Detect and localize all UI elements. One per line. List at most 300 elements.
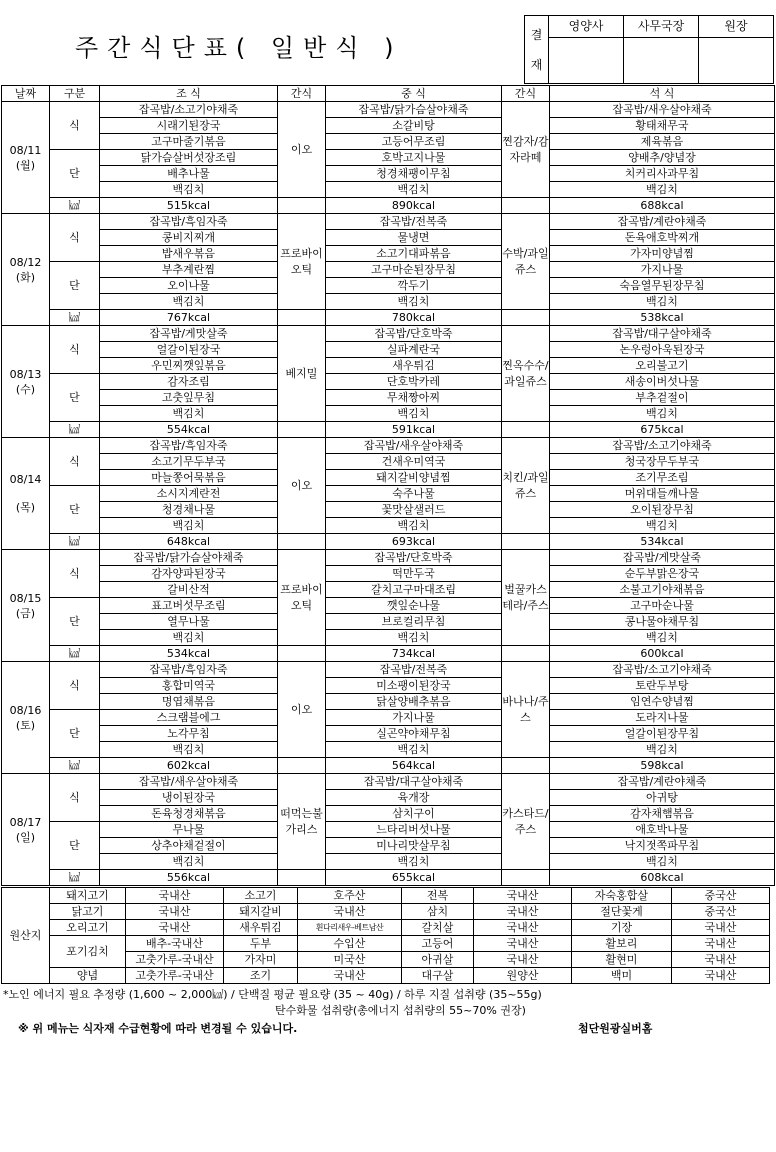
origin-country: 미국산 bbox=[298, 952, 402, 968]
approval-label-gyeol: 결 bbox=[530, 27, 543, 42]
category-dan: 단 bbox=[50, 262, 100, 310]
dinner-item: 치커리사과무침 bbox=[550, 166, 775, 182]
header-snack-pm: 간식 bbox=[502, 86, 550, 102]
kcal-label: ㎉ bbox=[50, 646, 100, 662]
breakfast-item: 고춧잎무침 bbox=[100, 390, 278, 406]
lunch-item: 깍두기 bbox=[326, 278, 502, 294]
origin-item: 닭고기 bbox=[50, 904, 126, 920]
dinner-item: 잡곡밥/계란야채죽 bbox=[550, 774, 775, 790]
lunch-item: 백김치 bbox=[326, 742, 502, 758]
dinner-kcal: 600kcal bbox=[550, 646, 775, 662]
breakfast-item: 잡곡밥/게맛살죽 bbox=[100, 326, 278, 342]
header-dinner: 석 식 bbox=[550, 86, 775, 102]
snack-pm: 찐감자/감자라떼 bbox=[502, 102, 550, 198]
header-snack-am: 간식 bbox=[278, 86, 326, 102]
breakfast-item: 명엽채볶음 bbox=[100, 694, 278, 710]
origin-country: 중국산 bbox=[672, 904, 770, 920]
lunch-item: 느타리버섯나물 bbox=[326, 822, 502, 838]
dinner-item: 숙음열무된장무침 bbox=[550, 278, 775, 294]
origin-country: 국내산 bbox=[474, 888, 572, 904]
menu-row bbox=[2, 502, 775, 518]
menu-row bbox=[2, 614, 775, 630]
origin-item: 가자미 bbox=[224, 952, 298, 968]
snack-pm: 벌꿀카스테라/주스 bbox=[502, 550, 550, 646]
change-notice: ※ 위 메뉴는 식자재 수급현황에 따라 변경될 수 있습니다. bbox=[18, 1022, 298, 1035]
dinner-item: 잡곡밥/게맛살죽 bbox=[550, 550, 775, 566]
snack-pm-kcal bbox=[502, 758, 550, 774]
snack-pm-kcal bbox=[502, 870, 550, 886]
lunch-item: 물냉면 bbox=[326, 230, 502, 246]
dinner-item: 가자미양념찜 bbox=[550, 246, 775, 262]
lunch-item: 백김치 bbox=[326, 294, 502, 310]
lunch-item: 단호박카레 bbox=[326, 374, 502, 390]
category-sik: 식 bbox=[50, 774, 100, 822]
menu-row bbox=[2, 326, 775, 342]
origin-country: 고춧가루-국내산 bbox=[126, 952, 224, 968]
dinner-kcal: 688kcal bbox=[550, 198, 775, 214]
breakfast-item: 홍합미역국 bbox=[100, 678, 278, 694]
category-sik: 식 bbox=[50, 550, 100, 598]
day-date: 08/13 bbox=[9, 367, 42, 381]
lunch-item: 건새우미역국 bbox=[326, 454, 502, 470]
dinner-item: 잡곡밥/새우살야채죽 bbox=[550, 102, 775, 118]
breakfast-kcal: 534kcal bbox=[100, 646, 278, 662]
menu-row bbox=[2, 694, 775, 710]
category-sik: 식 bbox=[50, 326, 100, 374]
kcal-label: ㎉ bbox=[50, 198, 100, 214]
menu-row bbox=[2, 294, 775, 310]
page-title: 주간식단표( 일반식 ) bbox=[75, 34, 403, 62]
day-weekday: (금) bbox=[15, 606, 36, 620]
lunch-item: 갈치고구마대조림 bbox=[326, 582, 502, 598]
menu-row bbox=[2, 246, 775, 262]
category-dan: 단 bbox=[50, 710, 100, 758]
breakfast-item: 시래기된장국 bbox=[100, 118, 278, 134]
day-date-cell bbox=[2, 214, 50, 326]
menu-row bbox=[2, 774, 775, 790]
facility-name: 첨단원광실버홈 bbox=[578, 1022, 653, 1035]
day-date: 08/12 bbox=[9, 255, 42, 269]
menu-row bbox=[2, 230, 775, 246]
dinner-item: 조기무조림 bbox=[550, 470, 775, 486]
lunch-kcal: 780kcal bbox=[326, 310, 502, 326]
snack-pm-kcal bbox=[502, 422, 550, 438]
category-dan: 단 bbox=[50, 150, 100, 198]
dinner-item: 잡곡밥/소고기야채죽 bbox=[550, 662, 775, 678]
menu-row bbox=[2, 166, 775, 182]
lunch-item: 잡곡밥/전복죽 bbox=[326, 214, 502, 230]
snack-pm: 치킨/과일쥬스 bbox=[502, 438, 550, 534]
origin-country: 국내산 bbox=[126, 920, 224, 936]
lunch-kcal: 655kcal bbox=[326, 870, 502, 886]
day-date: 08/15 bbox=[9, 591, 42, 605]
day-date-cell bbox=[2, 774, 50, 886]
carb-note: 탄수화물 섭취량(총에너지 섭취량의 55~70% 권장) bbox=[275, 1004, 526, 1017]
menu-row bbox=[2, 342, 775, 358]
menu-row bbox=[2, 214, 775, 230]
dinner-item: 임연수양념찜 bbox=[550, 694, 775, 710]
lunch-item: 잡곡밥/새우살야채죽 bbox=[326, 438, 502, 454]
dinner-item: 오이된장무침 bbox=[550, 502, 775, 518]
snack-am-kcal bbox=[278, 870, 326, 886]
origin-row bbox=[2, 968, 770, 984]
day-date-cell bbox=[2, 102, 50, 214]
day-weekday: (월) bbox=[15, 158, 36, 172]
approval-sign-box bbox=[699, 38, 774, 84]
origin-item: 기장 bbox=[572, 920, 672, 936]
breakfast-item: 오이나물 bbox=[100, 278, 278, 294]
menu-row bbox=[2, 806, 775, 822]
origin-item: 아귀살 bbox=[402, 952, 474, 968]
dinner-item: 돈육애호박찌개 bbox=[550, 230, 775, 246]
day-weekday: (일) bbox=[15, 830, 36, 844]
dinner-item: 백김치 bbox=[550, 406, 775, 422]
origin-country: 국내산 bbox=[474, 936, 572, 952]
snack-pm-kcal bbox=[502, 534, 550, 550]
breakfast-kcal: 648kcal bbox=[100, 534, 278, 550]
origin-item: 새우튀김 bbox=[224, 920, 298, 936]
origin-row bbox=[2, 936, 770, 952]
dinner-item: 새송이버섯나물 bbox=[550, 374, 775, 390]
breakfast-item: 백김치 bbox=[100, 182, 278, 198]
approval-nutritionist: 영양사 bbox=[549, 16, 624, 38]
menu-row bbox=[2, 550, 775, 566]
origin-country: 수입산 bbox=[298, 936, 402, 952]
dinner-kcal: 608kcal bbox=[550, 870, 775, 886]
origin-country: 국내산 bbox=[672, 920, 770, 936]
dinner-item: 부추겉절이 bbox=[550, 390, 775, 406]
dinner-item: 백김치 bbox=[550, 742, 775, 758]
day-weekday: (화) bbox=[15, 270, 36, 284]
menu-row bbox=[2, 662, 775, 678]
day-date-cell bbox=[2, 662, 50, 774]
dinner-item: 애호박나물 bbox=[550, 822, 775, 838]
origin-item: 돼지갈비 bbox=[224, 904, 298, 920]
origin-item: 조기 bbox=[224, 968, 298, 984]
breakfast-kcal: 602kcal bbox=[100, 758, 278, 774]
origin-country: 국내산 bbox=[126, 904, 224, 920]
kcal-label: ㎉ bbox=[50, 422, 100, 438]
lunch-item: 백김치 bbox=[326, 518, 502, 534]
lunch-item: 미나리맛살무침 bbox=[326, 838, 502, 854]
menu-row bbox=[2, 582, 775, 598]
breakfast-item: 잡곡밥/소고기야채죽 bbox=[100, 102, 278, 118]
origin-country: 원양산 bbox=[474, 968, 572, 984]
breakfast-item: 스크램블에그 bbox=[100, 710, 278, 726]
lunch-item: 삼치구이 bbox=[326, 806, 502, 822]
snack-am-kcal bbox=[278, 310, 326, 326]
kcal-row bbox=[2, 198, 775, 214]
breakfast-item: 잡곡밥/닭가슴살야채죽 bbox=[100, 550, 278, 566]
lunch-item: 새우튀김 bbox=[326, 358, 502, 374]
breakfast-item: 배추나물 bbox=[100, 166, 278, 182]
breakfast-item: 닭가슴살버섯장조림 bbox=[100, 150, 278, 166]
menu-table bbox=[1, 85, 775, 886]
dinner-kcal: 598kcal bbox=[550, 758, 775, 774]
approval-label-jae: 재 bbox=[530, 57, 543, 72]
category-sik: 식 bbox=[50, 438, 100, 486]
header-breakfast: 조 식 bbox=[100, 86, 278, 102]
approval-office-director: 사무국장 bbox=[624, 16, 699, 38]
header-date: 날짜 bbox=[2, 86, 50, 102]
dinner-item: 백김치 bbox=[550, 182, 775, 198]
kcal-row bbox=[2, 534, 775, 550]
breakfast-item: 고구마줄기볶음 bbox=[100, 134, 278, 150]
menu-row bbox=[2, 710, 775, 726]
lunch-item: 잡곡밥/닭가슴살야채죽 bbox=[326, 102, 502, 118]
breakfast-item: 잡곡밥/흑임자죽 bbox=[100, 438, 278, 454]
breakfast-item: 감자양파된장국 bbox=[100, 566, 278, 582]
snack-am: 이오 bbox=[278, 438, 326, 534]
origin-item: 백미 bbox=[572, 968, 672, 984]
lunch-item: 소고기대파볶음 bbox=[326, 246, 502, 262]
kcal-label: ㎉ bbox=[50, 310, 100, 326]
origin-item: 갈치살 bbox=[402, 920, 474, 936]
kcal-row bbox=[2, 422, 775, 438]
lunch-kcal: 693kcal bbox=[326, 534, 502, 550]
lunch-item: 무채짱아찌 bbox=[326, 390, 502, 406]
lunch-kcal: 890kcal bbox=[326, 198, 502, 214]
category-dan: 단 bbox=[50, 822, 100, 870]
dinner-item: 낙지젓쪽파무침 bbox=[550, 838, 775, 854]
lunch-item: 브로컬리무침 bbox=[326, 614, 502, 630]
dinner-item: 논우렁아욱된장국 bbox=[550, 342, 775, 358]
dinner-item: 백김치 bbox=[550, 518, 775, 534]
origin-country: 국내산 bbox=[474, 904, 572, 920]
menu-row bbox=[2, 358, 775, 374]
snack-am-kcal bbox=[278, 534, 326, 550]
dinner-item: 머위대들깨나물 bbox=[550, 486, 775, 502]
day-date-cell bbox=[2, 326, 50, 438]
lunch-item: 가지나물 bbox=[326, 710, 502, 726]
dinner-item: 얼갈이된장무침 bbox=[550, 726, 775, 742]
dinner-item: 황태채무국 bbox=[550, 118, 775, 134]
menu-row bbox=[2, 790, 775, 806]
menu-row bbox=[2, 374, 775, 390]
menu-row bbox=[2, 182, 775, 198]
menu-row bbox=[2, 406, 775, 422]
menu-row bbox=[2, 454, 775, 470]
day-weekday: (목) bbox=[15, 500, 36, 514]
menu-row bbox=[2, 118, 775, 134]
origin-item: 자숙홍합살 bbox=[572, 888, 672, 904]
header-category: 구분 bbox=[50, 86, 100, 102]
snack-am-kcal bbox=[278, 758, 326, 774]
dinner-item: 잡곡밥/소고기야채죽 bbox=[550, 438, 775, 454]
lunch-item: 숙주나물 bbox=[326, 486, 502, 502]
menu-row bbox=[2, 518, 775, 534]
breakfast-item: 백김치 bbox=[100, 294, 278, 310]
origin-country: 국내산 bbox=[298, 968, 402, 984]
snack-am-kcal bbox=[278, 198, 326, 214]
breakfast-item: 백김치 bbox=[100, 854, 278, 870]
nutrition-note: *노인 에너지 필요 추정량 (1,600 ~ 2,000㎉) / 단백질 평균 필요량 (35 ~ 40g) / 하루 지질 섭취량 (35~55g) bbox=[3, 988, 542, 1001]
origin-country: 국내산 bbox=[672, 936, 770, 952]
day-date-cell bbox=[2, 550, 50, 662]
origin-item: 대구살 bbox=[402, 968, 474, 984]
lunch-item: 깻잎순나물 bbox=[326, 598, 502, 614]
dinner-kcal: 534kcal bbox=[550, 534, 775, 550]
breakfast-item: 무나물 bbox=[100, 822, 278, 838]
category-sik: 식 bbox=[50, 214, 100, 262]
origin-country: 국내산 bbox=[672, 952, 770, 968]
lunch-kcal: 734kcal bbox=[326, 646, 502, 662]
dinner-item: 순두부맑은장국 bbox=[550, 566, 775, 582]
origin-country: 국내산 bbox=[126, 888, 224, 904]
origin-label: 원산지 bbox=[2, 888, 50, 984]
breakfast-item: 백김치 bbox=[100, 630, 278, 646]
breakfast-item: 잡곡밥/새우살야채죽 bbox=[100, 774, 278, 790]
kcal-row bbox=[2, 310, 775, 326]
lunch-item: 떡만두국 bbox=[326, 566, 502, 582]
lunch-item: 미소팽이된장국 bbox=[326, 678, 502, 694]
lunch-item: 육개장 bbox=[326, 790, 502, 806]
menu-row bbox=[2, 678, 775, 694]
approval-sign-box bbox=[549, 38, 624, 84]
breakfast-item: 노각무침 bbox=[100, 726, 278, 742]
lunch-item: 잡곡밥/단호박죽 bbox=[326, 550, 502, 566]
breakfast-item: 돈육청경채볶음 bbox=[100, 806, 278, 822]
dinner-item: 양배추/양념장 bbox=[550, 150, 775, 166]
day-date: 08/16 bbox=[9, 703, 42, 717]
breakfast-item: 감자조림 bbox=[100, 374, 278, 390]
origin-country: 중국산 bbox=[672, 888, 770, 904]
dinner-item: 청국장무두부국 bbox=[550, 454, 775, 470]
origin-item: 양념 bbox=[50, 968, 126, 984]
dinner-item: 백김치 bbox=[550, 630, 775, 646]
lunch-item: 청경채팽이무침 bbox=[326, 166, 502, 182]
menu-row bbox=[2, 726, 775, 742]
breakfast-item: 냉이된장국 bbox=[100, 790, 278, 806]
origin-country: 고춧가루-국내산 bbox=[126, 968, 224, 984]
origin-country: 배추-국내산 bbox=[126, 936, 224, 952]
day-date: 08/17 bbox=[9, 815, 42, 829]
origin-item: 전복 bbox=[402, 888, 474, 904]
snack-pm: 찐옥수수/과일쥬스 bbox=[502, 326, 550, 422]
breakfast-item: 마늘쫑어묵볶음 bbox=[100, 470, 278, 486]
day-weekday: (토) bbox=[15, 718, 36, 732]
origin-item: 활현미 bbox=[572, 952, 672, 968]
breakfast-kcal: 767kcal bbox=[100, 310, 278, 326]
breakfast-item: 콩비지찌개 bbox=[100, 230, 278, 246]
lunch-item: 고등어무조림 bbox=[326, 134, 502, 150]
breakfast-kcal: 556kcal bbox=[100, 870, 278, 886]
menu-row bbox=[2, 278, 775, 294]
menu-row bbox=[2, 390, 775, 406]
lunch-kcal: 591kcal bbox=[326, 422, 502, 438]
snack-am: 이오 bbox=[278, 662, 326, 758]
kcal-row bbox=[2, 870, 775, 886]
lunch-item: 호박고지나물 bbox=[326, 150, 502, 166]
day-date-cell bbox=[2, 438, 50, 550]
lunch-item: 백김치 bbox=[326, 182, 502, 198]
snack-am-kcal bbox=[278, 422, 326, 438]
dinner-kcal: 675kcal bbox=[550, 422, 775, 438]
menu-row bbox=[2, 838, 775, 854]
breakfast-item: 밥새우볶음 bbox=[100, 246, 278, 262]
origin-table bbox=[1, 887, 770, 984]
lunch-item: 잡곡밥/전복죽 bbox=[326, 662, 502, 678]
menu-row bbox=[2, 854, 775, 870]
origin-item: 오리고기 bbox=[50, 920, 126, 936]
lunch-item: 백김치 bbox=[326, 630, 502, 646]
snack-pm: 카스타드/주스 bbox=[502, 774, 550, 870]
lunch-item: 백김치 bbox=[326, 406, 502, 422]
breakfast-item: 상추야채겉절이 bbox=[100, 838, 278, 854]
snack-am: 프로바이오틱 bbox=[278, 550, 326, 646]
menu-row bbox=[2, 438, 775, 454]
dinner-item: 가지나물 bbox=[550, 262, 775, 278]
breakfast-item: 열무나물 bbox=[100, 614, 278, 630]
snack-am: 떠먹는불가리스 bbox=[278, 774, 326, 870]
breakfast-item: 잡곡밥/흑임자죽 bbox=[100, 214, 278, 230]
category-sik: 식 bbox=[50, 102, 100, 150]
dinner-item: 토란두부탕 bbox=[550, 678, 775, 694]
breakfast-item: 백김치 bbox=[100, 742, 278, 758]
dinner-kcal: 538kcal bbox=[550, 310, 775, 326]
lunch-item: 돼지갈비양념찜 bbox=[326, 470, 502, 486]
kcal-row bbox=[2, 646, 775, 662]
breakfast-item: 우민찌깻잎볶음 bbox=[100, 358, 278, 374]
day-weekday: (수) bbox=[15, 382, 36, 396]
origin-row bbox=[2, 888, 770, 904]
origin-country: 국내산 bbox=[474, 920, 572, 936]
menu-row bbox=[2, 134, 775, 150]
snack-pm: 수박/과일쥬스 bbox=[502, 214, 550, 310]
breakfast-item: 얼갈이된장국 bbox=[100, 342, 278, 358]
category-dan: 단 bbox=[50, 486, 100, 534]
kcal-label: ㎉ bbox=[50, 870, 100, 886]
snack-pm-kcal bbox=[502, 198, 550, 214]
lunch-kcal: 564kcal bbox=[326, 758, 502, 774]
breakfast-item: 청경채나물 bbox=[100, 502, 278, 518]
kcal-label: ㎉ bbox=[50, 758, 100, 774]
breakfast-item: 부추계란찜 bbox=[100, 262, 278, 278]
header-lunch: 중 식 bbox=[326, 86, 502, 102]
kcal-row bbox=[2, 758, 775, 774]
lunch-item: 잡곡밥/대구살야채죽 bbox=[326, 774, 502, 790]
origin-item: 활보리 bbox=[572, 936, 672, 952]
dinner-item: 감자채햄볶음 bbox=[550, 806, 775, 822]
menu-row bbox=[2, 262, 775, 278]
category-dan: 단 bbox=[50, 598, 100, 646]
lunch-item: 실곤약야채무침 bbox=[326, 726, 502, 742]
origin-country: 국내산 bbox=[474, 952, 572, 968]
origin-row bbox=[2, 920, 770, 936]
breakfast-item: 백김치 bbox=[100, 518, 278, 534]
dinner-item: 아귀탕 bbox=[550, 790, 775, 806]
lunch-item: 소갈비탕 bbox=[326, 118, 502, 134]
menu-row bbox=[2, 486, 775, 502]
breakfast-item: 표고버섯무조림 bbox=[100, 598, 278, 614]
kcal-label: ㎉ bbox=[50, 534, 100, 550]
approval-box bbox=[524, 15, 774, 84]
menu-row bbox=[2, 102, 775, 118]
snack-am: 베지밀 bbox=[278, 326, 326, 422]
origin-country: 흰다리새우-베트남산 bbox=[298, 920, 402, 936]
origin-country: 호주산 bbox=[298, 888, 402, 904]
lunch-item: 백김치 bbox=[326, 854, 502, 870]
snack-pm-kcal bbox=[502, 646, 550, 662]
breakfast-item: 잡곡밥/흑임자죽 bbox=[100, 662, 278, 678]
dinner-item: 잡곡밥/대구살야채죽 bbox=[550, 326, 775, 342]
origin-item: 돼지고기 bbox=[50, 888, 126, 904]
category-sik: 식 bbox=[50, 662, 100, 710]
dinner-item: 콩나물야채무침 bbox=[550, 614, 775, 630]
approval-sign-box bbox=[624, 38, 699, 84]
lunch-item: 실파계란국 bbox=[326, 342, 502, 358]
breakfast-item: 소고기무두부국 bbox=[100, 454, 278, 470]
